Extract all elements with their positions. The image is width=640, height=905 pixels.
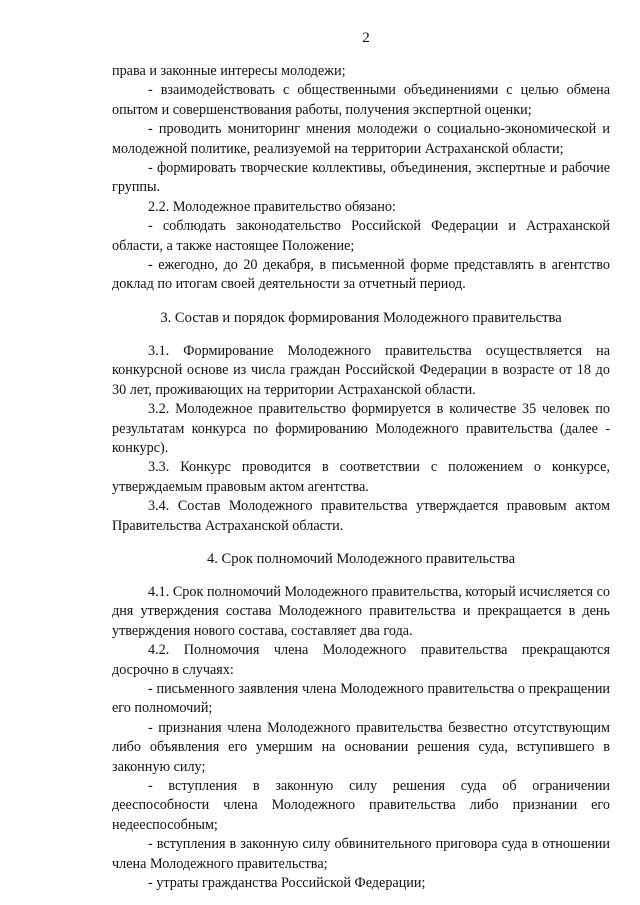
section-4-paragraph-1: 4.1. Срок полномочий Молодежного правительства, который исчисляется со дня утверждения состава Молодежного правительства и прекращается в день утверждения нового состава, составляет два года. [112, 583, 610, 639]
section-4-paragraph-7: - утраты гражданства Российской Федерации; [148, 875, 426, 892]
intro-paragraph-2: - проводить мониторинг мнения молодежи о социально-экономической и молодежной политике, реализуемой на территории Астраханской области; [112, 121, 610, 157]
section-3-paragraph-1: 3.1. Формирование Молодежного правительства осуществляется на конкурсной основе из числа граждан Российской Федерации в возрасте от 18 до 30 лет, проживающих на территории Астраханской области. [112, 342, 610, 398]
section-4-heading: 4. Срок полномочий Молодежного правительства [206, 550, 516, 567]
section-4-paragraph-3: - письменного заявления члена Молодежного правительства о прекращении его полномочий; [112, 680, 610, 717]
intro-paragraph-1: - взаимодействовать с общественными объединениями с целью обмена опытом и совершенствования работы, получения экспертной оценки; [112, 82, 610, 118]
section-3-paragraph-3: 3.3. Конкурс проводится в соответствии с положением о конкурсе, утверждаемым правовым актом агентства. [112, 459, 610, 495]
section-3-paragraph-2: 3.2. Молодежное правительство формируется в количестве 35 человек по результатам конкурса по формированию Молодежного правительства (далее - конкурс). [112, 401, 610, 456]
section-3-paragraph-4: 3.4. Состав Молодежного правительства утверждается правовым актом Правительства Астраханской области. [112, 498, 610, 534]
section-4-paragraph-2: 4.2. Полномочия члена Молодежного правительства прекращаются досрочно в случаях: [112, 642, 610, 678]
page-number: 2 [362, 30, 370, 46]
intro-paragraph-6: - ежегодно, до 20 декабря, в письменной форме представлять в агентство доклад по итогам своей деятельности за отчетный период. [112, 257, 610, 293]
section-3-heading: 3. Состав и порядок формирования Молодежного правительства [160, 309, 562, 326]
intro-paragraph-5: - соблюдать законодательство Российской Федерации и Астраханской области, а также настоящее Положение; [112, 218, 610, 254]
intro-paragraph-0: права и законные интересы молодежи; [112, 63, 346, 79]
section-4-paragraph-4: - признания члена Молодежного правительства безвестно отсутствующим либо объявления его умершим на основании решения суда, вступившего в законную силу; [112, 719, 610, 775]
intro-paragraph-4: 2.2. Молодежное правительство обязано: [148, 198, 396, 215]
intro-paragraph-3: - формировать творческие коллективы, объединения, экспертные и рабочие группы. [112, 160, 610, 196]
section-4-paragraph-5: - вступления в законную силу решения суда об ограничении дееспособности члена Молодежного правительства либо признании его недееспособным; [112, 778, 610, 833]
section-4-paragraph-6: - вступления в законную силу обвинительного приговора суда в отношении члена Молодежного правительства; [112, 836, 610, 872]
